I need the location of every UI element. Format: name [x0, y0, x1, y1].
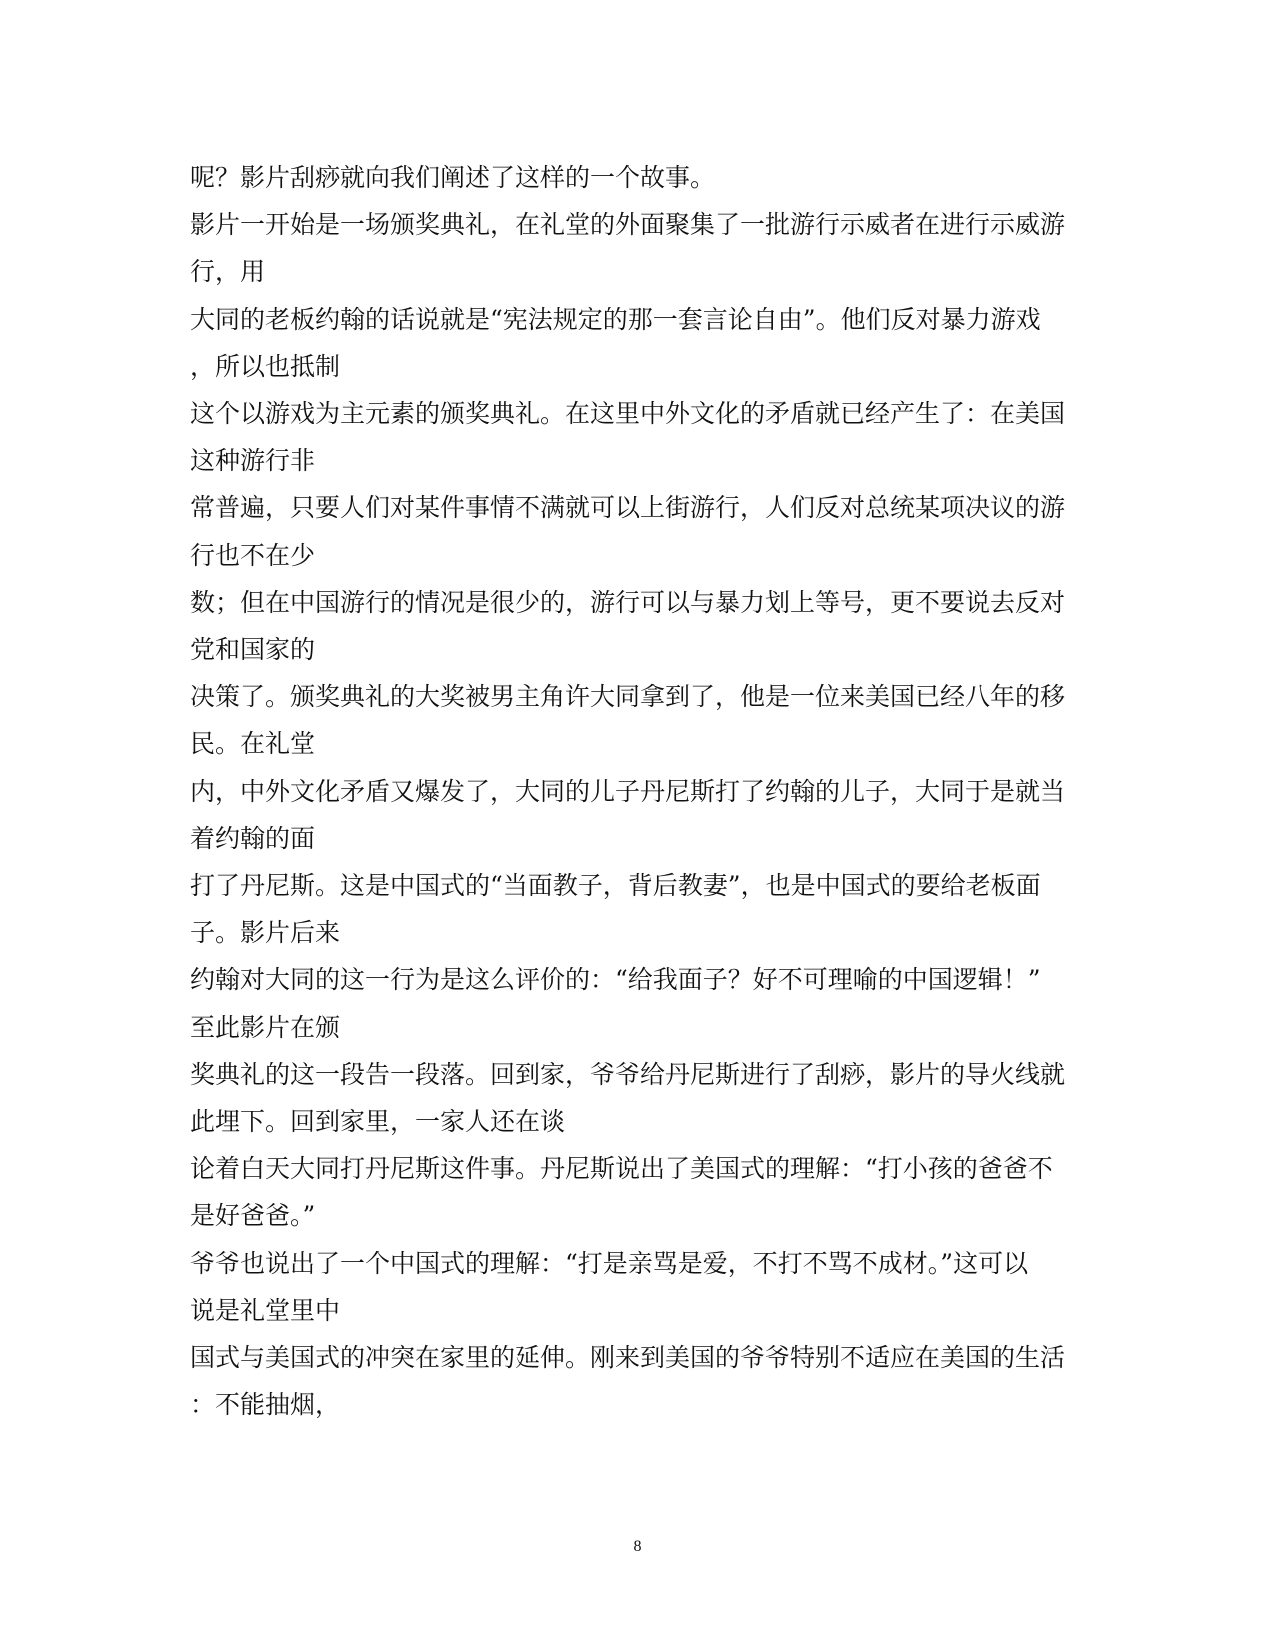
text-line: 这种游行非	[190, 446, 316, 476]
text-line: 打了丹尼斯。这是中国式的“当面教子，背后教妻”，也是中国式的要给老板面	[190, 871, 1041, 901]
text-line: 是好爸爸。”	[190, 1201, 316, 1231]
text-line: 大同的老板约翰的话说就是“宪法规定的那一套言论自由”。他们反对暴力游戏	[190, 304, 1041, 334]
text-line: 说是礼堂里中	[190, 1295, 341, 1325]
text-line: 国式与美国式的冲突在家里的延伸。刚来到美国的爷爷特别不适应在美国的生活	[190, 1343, 1066, 1373]
text-line: 数；但在中国游行的情况是很少的，游行可以与暴力划上等号，更不要说去反对	[190, 587, 1066, 617]
text-line: 着约翰的面	[190, 823, 316, 853]
text-line: 爷爷也说出了一个中国式的理解：“打是亲骂是爱，不打不骂不成材。”这可以	[190, 1248, 1029, 1278]
text-line: 党和国家的	[190, 635, 316, 665]
text-line: 行，用	[190, 257, 266, 287]
text-line: ：不能抽烟，	[190, 1390, 341, 1420]
text-line: 内，中外文化矛盾又爆发了，大同的儿子丹尼斯打了约翰的儿子，大同于是就当	[190, 776, 1066, 806]
text-line: 此埋下。回到家里，一家人还在谈	[190, 1107, 566, 1137]
text-line: 子。影片后来	[190, 918, 341, 948]
text-line: 这个以游戏为主元素的颁奖典礼。在这里中外文化的矛盾就已经产生了：在美国	[190, 399, 1066, 429]
text-line: 民。在礼堂	[190, 729, 316, 759]
text-line: 影片一开始是一场颁奖典礼，在礼堂的外面聚集了一批游行示威者在进行示威游	[190, 210, 1066, 240]
text-line: 决策了。颁奖典礼的大奖被男主角许大同拿到了，他是一位来美国已经八年的移	[190, 682, 1066, 712]
text-line: 论着白天大同打丹尼斯这件事。丹尼斯说出了美国式的理解：“打小孩的爸爸不	[190, 1154, 1053, 1184]
text-line: ，所以也抵制	[190, 351, 341, 381]
body-text	[190, 154, 1070, 1428]
text-line: 常普遍，只要人们对某件事情不满就可以上街游行，人们反对总统某项决议的游	[190, 493, 1066, 523]
page-number: 8	[633, 1538, 642, 1555]
text-line: 约翰对大同的这一行为是这么评价的：“给我面子？好不可理喻的中国逻辑！”	[190, 965, 1041, 995]
text-line: 至此影片在颁	[190, 1012, 341, 1042]
text-line: 行也不在少	[190, 540, 316, 570]
text-line: 呢？影片刮痧就向我们阐述了这样的一个故事。	[190, 163, 716, 192]
text-line: 奖典礼的这一段告一段落。回到家，爷爷给丹尼斯进行了刮痧，影片的导火线就	[190, 1059, 1066, 1089]
